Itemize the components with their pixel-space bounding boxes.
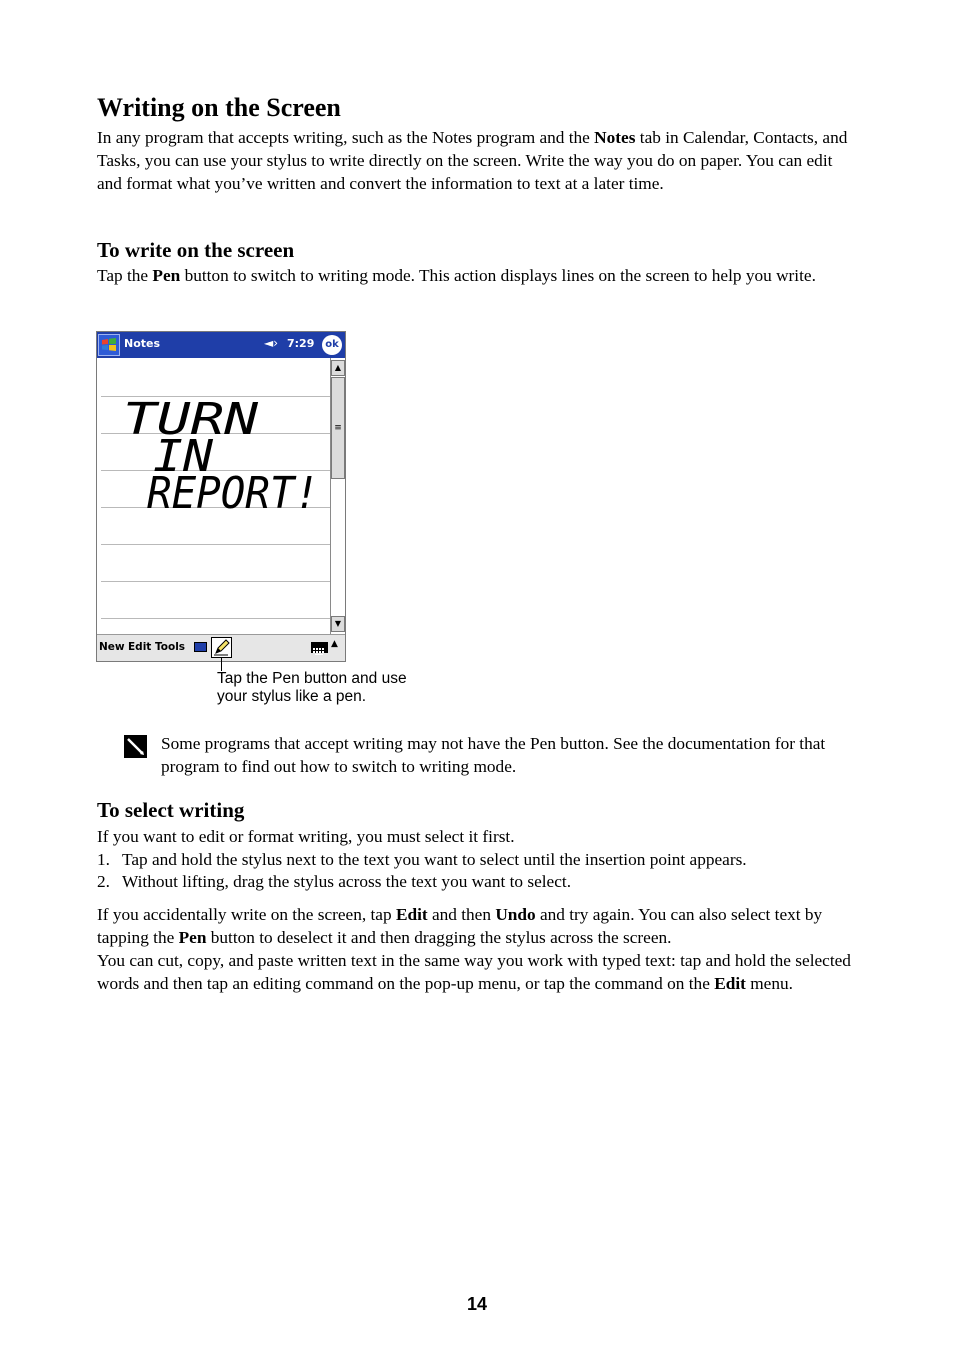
- caption-line-2: your stylus like a pen.: [217, 688, 367, 705]
- caption-line-1: Tap the Pen button and use: [217, 670, 407, 687]
- undo-text-3: and try again. You can also select text by tapping the: [97, 905, 823, 947]
- pen-button[interactable]: [211, 637, 232, 658]
- undo-text-4: button to deselect it and then dragging the stylus across the screen.: [206, 928, 672, 947]
- copy-paragraph: [97, 949, 857, 995]
- step-text: Tap and hold the stylus next to the text you want to select until the insertion point appears.: [122, 850, 747, 869]
- screenshot-caption: [217, 670, 477, 706]
- step-number: 1.: [97, 850, 110, 869]
- undo-text-1: If you accidentally write on the screen, tap: [97, 905, 396, 924]
- menu-new[interactable]: New: [99, 641, 125, 653]
- write-text-1: Tap the: [97, 266, 153, 285]
- undo-text-2: and then: [427, 905, 496, 924]
- list-item: [97, 870, 857, 893]
- note-text: Some programs that accept writing may not have the Pen button. See the documentation for that program to find out how to switch to writing mode.: [161, 734, 826, 776]
- intro-bold-notes: Notes: [594, 128, 636, 147]
- handwriting-line-1: TURN: [123, 394, 259, 445]
- menu-edit[interactable]: Edit: [128, 641, 152, 653]
- handwriting-line-3: REPORT!: [147, 468, 319, 519]
- note-pen-icon: [124, 735, 147, 758]
- copy-text-1: You can cut, copy, and paste written text in the same way you work with typed text: tap and hold the selected words and then tap an editing command on the pop-up menu, or tap the command on the: [97, 951, 851, 993]
- pen-icon: [212, 638, 231, 657]
- step-number: 2.: [97, 872, 110, 891]
- page-number: 14: [466, 1294, 488, 1314]
- windows-start-icon[interactable]: [98, 334, 120, 356]
- undo-bold-pen: Pen: [178, 928, 207, 947]
- select-section-heading: To select writing: [97, 798, 245, 822]
- windows-flag-icon: [99, 335, 119, 355]
- handwriting-ink: [97, 358, 330, 634]
- vertical-scrollbar[interactable]: [330, 358, 345, 634]
- copy-text-2: menu.: [745, 974, 793, 993]
- keyboard-keys-icon: [312, 647, 327, 656]
- keyboard-icon[interactable]: [311, 642, 328, 653]
- write-section-heading: To write on the screen: [97, 238, 295, 262]
- input-panel-arrow-icon[interactable]: ▲: [331, 639, 338, 649]
- write-bold-pen: Pen: [152, 266, 181, 285]
- copy-bold-edit: Edit: [714, 974, 746, 993]
- speaker-icon[interactable]: ◄›: [264, 336, 279, 350]
- pen-nib-icon: [124, 735, 147, 758]
- intro-paragraph: [97, 126, 857, 195]
- notes-screenshot: [97, 332, 345, 661]
- clock-time[interactable]: 7:29: [287, 337, 315, 350]
- scroll-thumb[interactable]: ≡: [331, 377, 345, 479]
- scroll-down-button[interactable]: ▼: [331, 616, 345, 632]
- undo-bold-edit: Edit: [395, 905, 428, 924]
- ok-button[interactable]: ok: [322, 335, 342, 355]
- callout-pointer-line: [221, 657, 222, 671]
- navigation-bar: [97, 332, 345, 358]
- page-title: Writing on the Screen: [97, 93, 341, 122]
- undo-paragraph: [97, 903, 857, 949]
- scroll-up-button[interactable]: ▲: [331, 360, 345, 376]
- recording-icon[interactable]: [194, 642, 207, 652]
- list-item: [97, 848, 857, 871]
- undo-bold-undo: Undo: [495, 905, 536, 924]
- write-text-2: button to switch to writing mode. This action displays lines on the screen to help you write.: [180, 266, 816, 285]
- intro-text-1: In any program that accepts writing, such as the Notes program and the: [97, 128, 595, 147]
- select-lead-paragraph: If you want to edit or format writing, you must select it first.: [97, 827, 515, 846]
- handwriting-line-2: IN: [153, 431, 214, 482]
- step-text: Without lifting, drag the stylus across the text you want to select.: [122, 872, 572, 891]
- writing-area[interactable]: [97, 358, 330, 634]
- write-section-paragraph: [97, 264, 857, 287]
- nav-title: Notes: [124, 337, 161, 350]
- intro-text-2: tab in Calendar, Contacts, and Tasks, you can use your stylus to write directly on the screen. Write the way you do on paper. You can edit and format what you’ve written and convert the information to text at a later time.: [97, 128, 848, 193]
- menu-tools[interactable]: Tools: [155, 641, 186, 653]
